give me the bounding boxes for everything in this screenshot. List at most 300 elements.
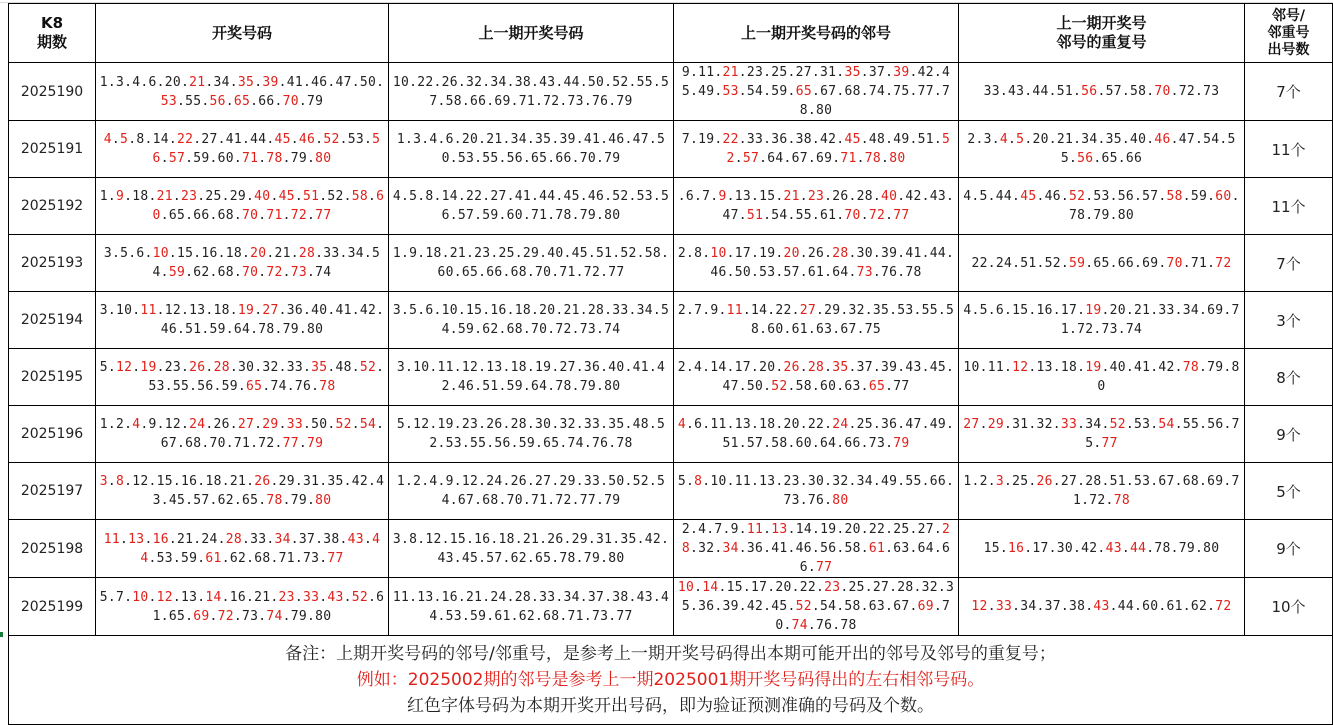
number-text: .26.28. xyxy=(824,189,882,204)
number-text: .53. xyxy=(1125,417,1159,432)
repeats-cell[interactable] xyxy=(959,121,1245,178)
number-text: 4.5.44. xyxy=(963,189,1021,204)
number-text: .16.21. xyxy=(221,589,279,605)
number-text: .46. xyxy=(1036,189,1069,204)
hit-number: 16 xyxy=(1008,541,1025,556)
number-text: . xyxy=(763,522,772,537)
hit-count-cell[interactable]: 3个 xyxy=(1245,292,1333,349)
hit-number: 39 xyxy=(262,74,279,90)
number-text: .37.39.43.45.47.50. xyxy=(722,360,955,394)
draw-numbers-cell[interactable] xyxy=(96,349,389,406)
hit-number: 71 xyxy=(241,151,259,166)
number-text: . xyxy=(307,208,316,223)
prev-draw-cell[interactable] xyxy=(389,121,674,178)
hit-number: 29 xyxy=(987,417,1004,432)
number-text: . xyxy=(294,589,303,605)
period-cell[interactable]: 2025196 xyxy=(9,406,96,463)
repeats-cell[interactable] xyxy=(959,178,1245,235)
hit-number: 80 xyxy=(315,493,332,508)
neighbors-cell[interactable] xyxy=(674,292,959,349)
hit-number: 46 xyxy=(1154,132,1171,147)
hit-number: 23 xyxy=(181,189,198,204)
number-text: . xyxy=(824,360,833,375)
draw-numbers-cell[interactable] xyxy=(96,235,389,292)
number-text: .76.78 xyxy=(872,265,922,280)
number-text: 3.5.6. xyxy=(103,246,153,261)
hit-number: 69 xyxy=(193,608,210,624)
hit-number: 52 xyxy=(795,599,812,614)
number-text: . xyxy=(160,151,169,166)
hit-count-cell[interactable]: 9个 xyxy=(1245,406,1333,463)
number-text: .8.14. xyxy=(128,132,177,147)
hit-number: 77 xyxy=(315,208,332,223)
neighbors-cell[interactable] xyxy=(674,406,959,463)
draw-numbers-cell[interactable] xyxy=(96,178,389,235)
hit-count-cell[interactable]: 9个 xyxy=(1245,520,1333,578)
number-text: .66. xyxy=(250,93,283,109)
draw-numbers-cell[interactable] xyxy=(96,121,389,178)
neighbors-cell[interactable] xyxy=(674,178,959,235)
number-text: . xyxy=(856,151,865,166)
number-text: .17.30.42. xyxy=(1024,541,1106,556)
number-text: .79.80 xyxy=(282,608,332,624)
hit-number: 60 xyxy=(1215,189,1232,204)
neighbors-cell[interactable] xyxy=(674,520,959,578)
table-row xyxy=(9,63,1333,121)
hit-number: 26 xyxy=(189,360,206,375)
prev-draw-cell[interactable] xyxy=(389,235,674,292)
hit-number: 77 xyxy=(893,208,910,223)
hit-number: 24 xyxy=(832,417,849,432)
number-text: .20.21.34.35.40. xyxy=(1024,132,1155,147)
number-text: . xyxy=(1008,132,1017,147)
header-repeats[interactable] xyxy=(959,4,1245,63)
hit-number: 5 xyxy=(1016,132,1025,147)
hit-number: 10 xyxy=(677,580,695,595)
draw-numbers-cell[interactable] xyxy=(96,63,389,121)
hit-number: 70 xyxy=(1154,84,1171,99)
hit-number: 11 xyxy=(746,522,764,537)
hit-number: 58 xyxy=(351,189,369,204)
number-text: . xyxy=(694,580,703,595)
prev-draw-cell[interactable] xyxy=(389,463,674,520)
number-text: .15.16.18. xyxy=(168,246,251,261)
number-text: .33. xyxy=(242,531,275,547)
hit-number: 19 xyxy=(237,303,255,318)
hit-number: 58 xyxy=(1166,189,1183,204)
period-cell[interactable]: 2025193 xyxy=(9,235,96,292)
hit-number: 12 xyxy=(971,599,988,614)
draw-numbers-cell[interactable] xyxy=(96,463,389,520)
number-text: .62.68. xyxy=(185,265,242,280)
hit-number: 54 xyxy=(359,417,377,432)
number-text: .48.49.51. xyxy=(860,132,942,147)
number-text: .42.43.47. xyxy=(722,189,955,223)
neighbors-cell[interactable] xyxy=(674,235,959,292)
hit-count-cell[interactable]: 10个 xyxy=(1245,578,1333,636)
number-text: 2.7.9. xyxy=(677,303,727,318)
header-repeats-line1: 上一期开奖号 xyxy=(1056,14,1147,32)
hit-number: 52 xyxy=(771,379,788,394)
repeats-cell[interactable] xyxy=(959,406,1245,463)
hit-number: 19 xyxy=(140,360,157,375)
hit-number: 27 xyxy=(262,303,279,318)
hit-number: 52 xyxy=(351,589,369,605)
notes-cell[interactable] xyxy=(9,636,1333,725)
hit-number: 60 xyxy=(152,189,385,223)
number-text: .79.80 xyxy=(1097,360,1240,394)
number-text: .23.25.27.31. xyxy=(738,65,845,80)
prev-draw-cell[interactable] xyxy=(389,349,674,406)
hit-number: 45 xyxy=(844,132,861,147)
number-text: . xyxy=(254,74,263,90)
hit-number: 11 xyxy=(726,303,743,318)
hit-number: 43 xyxy=(347,531,364,547)
number-text: .12.15.16.18.21. xyxy=(124,474,255,489)
number-text: .58.60.63. xyxy=(787,379,869,394)
number-text: .30.32.33. xyxy=(229,360,312,375)
number-text: 2.4.7.9. xyxy=(681,522,747,537)
hit-number: 70 xyxy=(241,265,259,280)
number-text: .67.68.74.75.77.78.80 xyxy=(799,84,951,118)
number-text: . xyxy=(148,589,157,605)
number-text: . xyxy=(278,417,287,432)
hit-number: 39 xyxy=(893,65,910,80)
neighbors-cell[interactable] xyxy=(674,578,959,636)
table-body xyxy=(9,63,1333,636)
number-text: .6.7. xyxy=(677,189,719,204)
header-neighbors[interactable] xyxy=(674,4,959,63)
period-cell[interactable]: 2025194 xyxy=(9,292,96,349)
period-cell[interactable]: 2025192 xyxy=(9,178,96,235)
prev-draw-cell[interactable] xyxy=(389,578,674,636)
number-text: .14.19.20.22.25.27. xyxy=(787,522,942,537)
hit-count-cell[interactable]: 11个 xyxy=(1245,178,1333,235)
hit-number: 52 xyxy=(335,417,352,432)
neighbor-number-table xyxy=(8,3,1333,725)
prev-draw-cell[interactable] xyxy=(389,63,674,121)
number-text: .25.29. xyxy=(197,189,255,204)
hit-count-cell[interactable]: 7个 xyxy=(1245,235,1333,292)
hit-number: 26 xyxy=(254,474,271,489)
number-text: 22.24.51.52. xyxy=(971,255,1069,271)
hit-number: 4 xyxy=(132,417,141,432)
hit-number: 52 xyxy=(323,132,340,147)
draw-numbers-cell[interactable] xyxy=(96,520,389,578)
hit-number: 12 xyxy=(1012,360,1029,375)
number-text: .33.36.38.42. xyxy=(738,132,845,147)
number-text: .74 xyxy=(307,265,332,280)
draw-numbers-cell[interactable] xyxy=(96,292,389,349)
hit-number: 77 xyxy=(816,560,833,575)
hit-number: 59 xyxy=(1068,255,1086,271)
number-text: .57.58. xyxy=(1097,84,1155,99)
repeats-cell[interactable] xyxy=(959,578,1245,636)
hit-count-cell[interactable]: 7个 xyxy=(1245,63,1333,121)
hit-number: 28 xyxy=(225,531,242,547)
number-text: .53.59. xyxy=(148,550,206,566)
repeats-cell[interactable] xyxy=(959,520,1245,578)
period-cell[interactable]: 2025195 xyxy=(9,349,96,406)
hit-number: 52 xyxy=(359,360,377,375)
hit-count-cell[interactable]: 11个 xyxy=(1245,121,1333,178)
hit-number: 35 xyxy=(237,74,255,90)
repeats-cell[interactable] xyxy=(959,292,1245,349)
hit-number: 21 xyxy=(722,65,739,80)
period-cell[interactable]: 2025197 xyxy=(9,463,96,520)
hit-number: 79 xyxy=(893,436,910,451)
hit-number: 78 xyxy=(1113,493,1130,508)
header-prev-draw[interactable] xyxy=(389,4,674,63)
number-text: .20.21.33.34.69.71.72.73.74 xyxy=(1060,303,1240,337)
hit-number: 65 xyxy=(868,379,886,394)
number-text: . xyxy=(258,151,267,166)
prev-draw-cell[interactable] xyxy=(389,520,674,578)
hit-number: 28 xyxy=(807,360,825,375)
hit-number: 22 xyxy=(176,132,194,147)
number-text: . xyxy=(111,132,121,147)
hit-number: 44 xyxy=(140,531,381,566)
hit-number: 8 xyxy=(694,474,703,489)
hit-number: 45 xyxy=(278,189,295,204)
number-text: . xyxy=(799,189,808,204)
hit-number: 34 xyxy=(722,541,739,556)
number-text: .53. xyxy=(339,132,373,147)
hit-number: 21 xyxy=(783,189,800,204)
number-text: .48. xyxy=(327,360,360,375)
number-text: .25. xyxy=(1003,474,1037,489)
hit-number: 28 xyxy=(681,522,951,556)
number-text: .74.76. xyxy=(262,379,320,394)
draw-numbers-cell[interactable] xyxy=(96,578,389,636)
hit-number: 28 xyxy=(298,246,316,261)
number-text: .70. xyxy=(775,599,951,633)
hit-number: 78 xyxy=(266,493,283,508)
hit-number: 54 xyxy=(1158,417,1175,432)
neighbors-cell[interactable] xyxy=(674,121,959,178)
hit-number: 69 xyxy=(917,599,934,614)
number-text: .54.58.63.67. xyxy=(811,599,918,614)
hit-number: 29 xyxy=(262,417,279,432)
header-draw-numbers[interactable] xyxy=(96,4,389,63)
repeats-cell[interactable] xyxy=(959,235,1245,292)
number-text: . xyxy=(1121,541,1130,556)
number-text: .77 xyxy=(885,379,910,394)
number-text: .13. xyxy=(172,589,206,605)
repeats-cell[interactable] xyxy=(959,463,1245,520)
hit-number: 61 xyxy=(205,550,222,566)
prev-draw-cell[interactable] xyxy=(389,178,674,235)
number-text: .29.32.35.53.55.58.60.61.63.67.75 xyxy=(750,303,955,337)
hit-number: 11 xyxy=(103,531,121,547)
neighbors-cell[interactable] xyxy=(674,349,959,406)
hit-number: 65 xyxy=(246,379,263,394)
repeats-cell[interactable] xyxy=(959,349,1245,406)
number-text: 1.2.4.9.12.24.26.27.29.33.50.52.54.67.68.70.71.72.77.79 xyxy=(396,474,666,508)
hit-number: 72 xyxy=(266,265,283,280)
hit-number: 44 xyxy=(1129,541,1147,556)
neighbors-cell[interactable] xyxy=(674,63,959,121)
hit-number: 27 xyxy=(237,417,255,432)
hit-number: 80 xyxy=(889,151,906,166)
hit-number: 53 xyxy=(722,84,739,99)
number-text: . xyxy=(225,93,234,109)
header-period-line1: K8 xyxy=(40,14,64,32)
number-text: .65.66.69. xyxy=(1085,255,1167,271)
number-text: 11.13.16.21.24.28.33.34.37.38.43.44.53.59.61.62.68.71.73.77 xyxy=(392,589,670,624)
number-text: . xyxy=(290,132,299,147)
note-line-3: 红色字体号码为本期开奖开出号码，即为验证预测准确的号码及个数。 xyxy=(407,696,934,716)
number-text: . xyxy=(132,360,141,375)
number-text: .71. xyxy=(1182,255,1216,271)
number-text: .73. xyxy=(233,608,267,624)
hit-number: 43 xyxy=(1093,599,1110,614)
number-text: 5.7. xyxy=(99,589,133,605)
hit-number: 59 xyxy=(168,265,186,280)
number-text: .13.18. xyxy=(1028,360,1086,375)
header-count[interactable] xyxy=(1245,4,1333,63)
table-row xyxy=(9,463,1333,520)
number-text: .63.64.66. xyxy=(799,541,951,575)
hit-number: 78 xyxy=(864,151,882,166)
number-text: .53.56.57. xyxy=(1085,189,1167,204)
period-cell[interactable]: 2025191 xyxy=(9,121,96,178)
number-text: . xyxy=(319,589,328,605)
number-text: 1.3.4.6.20. xyxy=(99,74,190,90)
hit-count-cell[interactable]: 5个 xyxy=(1245,463,1333,520)
number-text: . xyxy=(343,589,352,605)
number-text: .78.79.80 xyxy=(1146,541,1220,556)
hit-count-cell[interactable]: 8个 xyxy=(1245,349,1333,406)
hit-number: 33 xyxy=(1060,417,1078,432)
number-text: . xyxy=(254,417,263,432)
number-text: . xyxy=(282,208,291,223)
hit-number: 77 xyxy=(282,436,299,451)
hit-number: 72 xyxy=(290,208,308,223)
number-text: .55. xyxy=(176,93,210,109)
number-text: 5. xyxy=(99,360,116,375)
number-text: .34. xyxy=(1077,417,1110,432)
number-text: .12.13.18. xyxy=(156,303,238,318)
number-text: 1. xyxy=(99,189,116,204)
repeats-cell[interactable] xyxy=(959,63,1245,121)
hit-number: 19 xyxy=(1085,303,1102,318)
number-text: 4.5.6.15.16.17. xyxy=(963,303,1086,318)
hit-number: 51 xyxy=(746,208,764,223)
header-repeats-line2: 邻号的重复号 xyxy=(1056,33,1147,51)
hit-number: 9 xyxy=(718,189,727,204)
note-line-1: 备注：上期开奖号码的邻号/邻重号，是参考上一期开奖号码得出本期可能开出的邻号及邻号的重复号； xyxy=(285,644,1056,664)
number-text: 9.11. xyxy=(681,65,723,80)
hit-number: 10 xyxy=(132,589,149,605)
hit-number: 24 xyxy=(189,417,206,432)
number-text: . xyxy=(885,208,894,223)
table-row xyxy=(9,178,1333,235)
draw-numbers-cell[interactable] xyxy=(96,406,389,463)
number-text: . xyxy=(258,208,267,223)
hit-number: 28 xyxy=(213,360,230,375)
period-cell[interactable]: 2025190 xyxy=(9,63,96,121)
table-row xyxy=(9,520,1333,578)
number-text: .26. xyxy=(205,417,238,432)
hit-number: 70 xyxy=(241,208,259,223)
hit-number: 26 xyxy=(1036,474,1053,489)
hit-number: 56 xyxy=(1081,84,1098,99)
hit-number: 56 xyxy=(209,93,226,109)
hit-number: 73 xyxy=(856,265,873,280)
number-text: 5.12.19.23.26.28.30.32.33.35.48.52.53.55.56.59.65.74.76.78 xyxy=(396,417,666,451)
table-row xyxy=(9,292,1333,349)
number-text: . xyxy=(282,265,291,280)
number-text: . xyxy=(205,360,214,375)
number-text: . xyxy=(363,531,373,547)
hit-number: 71 xyxy=(266,208,283,223)
number-text: 4.5.8.14.22.27.41.44.45.46.52.53.56.57.59.60.71.78.79.80 xyxy=(392,189,670,223)
hit-number: 26 xyxy=(783,360,800,375)
header-count-line2: 邻重号 xyxy=(1267,24,1310,41)
number-text: . xyxy=(368,189,377,204)
hit-number: 43 xyxy=(327,589,344,605)
hit-number: 4 xyxy=(677,417,686,432)
number-text: .52. xyxy=(319,189,352,204)
hit-number: 33 xyxy=(286,417,303,432)
prev-draw-cell[interactable] xyxy=(389,292,674,349)
number-text: .21. xyxy=(266,246,299,261)
prev-draw-cell[interactable] xyxy=(389,406,674,463)
period-cell[interactable]: 2025199 xyxy=(9,578,96,636)
number-text: 1.9.18.21.23.25.29.40.45.51.52.58.60.65.66.68.70.71.72.77 xyxy=(392,246,670,280)
header-period[interactable] xyxy=(9,4,96,63)
number-text: 2.4.14.17.20. xyxy=(677,360,784,375)
number-text: 2.3. xyxy=(967,132,1000,147)
number-text: 10.11. xyxy=(963,360,1013,375)
hit-number: 73 xyxy=(290,265,308,280)
period-cell[interactable]: 2025198 xyxy=(9,520,96,578)
number-text: .54.55.61. xyxy=(763,208,845,223)
number-text: 2.8. xyxy=(677,246,711,261)
number-text: . xyxy=(298,436,308,451)
hit-number: 28 xyxy=(832,246,849,261)
number-text: . xyxy=(254,303,263,318)
number-text: 1.3.4.6.20.21.34.35.39.41.46.47.50.53.55.56.65.66.70.79 xyxy=(396,132,666,166)
number-text: .18. xyxy=(124,189,157,204)
hit-number: 40 xyxy=(254,189,271,204)
number-text: . xyxy=(107,474,117,489)
hit-number: 10 xyxy=(710,246,727,261)
number-text: 7.19. xyxy=(681,132,723,147)
hit-number: 3 xyxy=(995,474,1004,489)
number-text: .55.56.75. xyxy=(1085,417,1240,451)
hit-number: 19 xyxy=(1085,360,1102,375)
hit-number: 13 xyxy=(128,531,145,547)
number-text: . xyxy=(270,189,279,204)
neighbors-cell[interactable] xyxy=(674,463,959,520)
hit-number: 52 xyxy=(726,132,951,166)
number-text: .78.79.80 xyxy=(1068,189,1240,223)
hit-number: 14 xyxy=(205,589,222,605)
hit-number: 35 xyxy=(832,360,849,375)
hit-number: 74 xyxy=(266,608,283,624)
notes-row xyxy=(9,636,1333,725)
number-text: .79. xyxy=(282,493,316,508)
table-row xyxy=(9,349,1333,406)
number-text: .36.40.41.42.46.51.59.64.78.79.80 xyxy=(160,303,385,337)
header-count-line3: 出号数 xyxy=(1267,41,1310,58)
hit-number: 70 xyxy=(282,93,299,109)
hit-number: 72 xyxy=(217,608,234,624)
table-row xyxy=(9,121,1333,178)
note-line-2: 例如：2025002期的邻号是参考上一期2025001期开奖号码得出的左右相邻号码。 xyxy=(356,670,985,690)
